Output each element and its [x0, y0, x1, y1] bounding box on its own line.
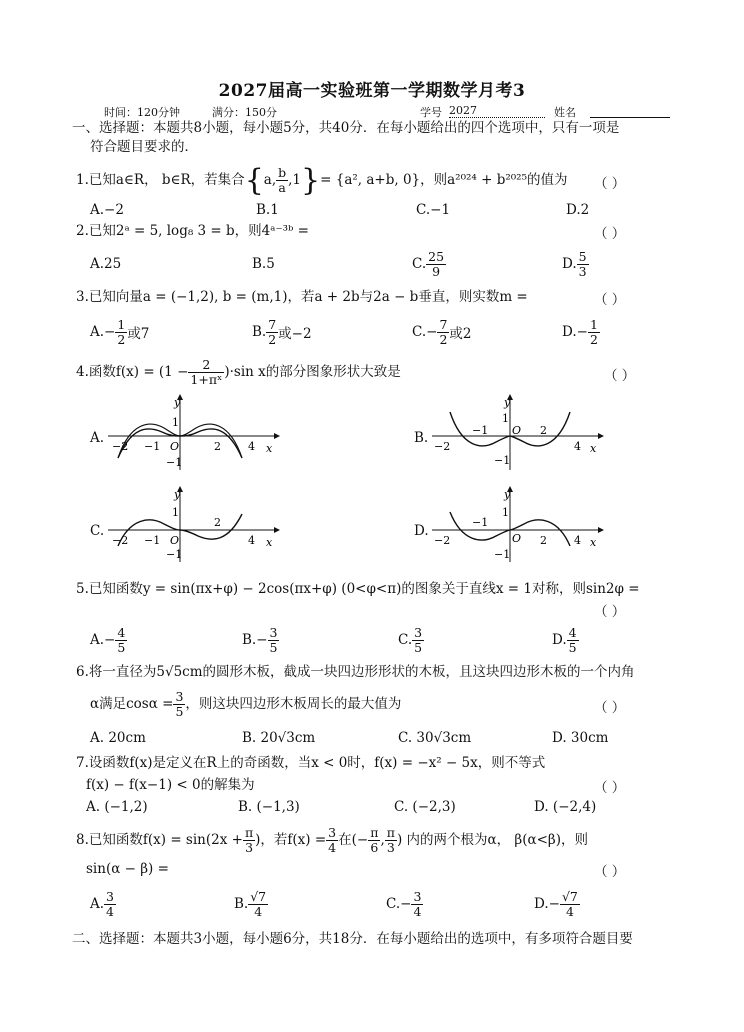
q3-d-frac: [588, 318, 600, 347]
q8-c-den: 4: [413, 903, 422, 919]
q3-b-pre: B.: [252, 324, 267, 340]
q5-option-a[interactable]: [90, 620, 127, 660]
q8-frac-34: [326, 826, 338, 855]
q7-option-b[interactable]: B. (−1,3): [238, 799, 300, 815]
q4b-tick-x-2: −2: [434, 440, 451, 453]
q8-comma: ,: [380, 831, 385, 848]
q4d-tick-yneg1: −1: [494, 548, 511, 561]
q2-d-frac: [577, 250, 589, 279]
q6-frac: [173, 690, 185, 719]
page-title: 2027届高一实验班第一学期数学月考3: [218, 81, 526, 101]
q5-d-frac: [567, 626, 579, 655]
q7-option-c[interactable]: C. (−2,3): [394, 799, 456, 815]
q4-answer-paren[interactable]: （ ）: [604, 368, 636, 384]
q4-pre: 4.函数f(x) = (1 −: [76, 363, 189, 380]
q8-answer-paren[interactable]: （ ）: [594, 864, 626, 880]
q3-b-frac: [266, 318, 278, 347]
q7-answer-paren[interactable]: （ ）: [594, 780, 626, 796]
q4c-axis-y: y: [174, 488, 181, 501]
question-7-cont: f(x) − f(x−1) < 0的解集为: [86, 777, 255, 793]
section1-heading-cont: 符合题目要求的．: [90, 139, 198, 155]
q5-b-pre: B.−: [242, 632, 268, 648]
q8-pi-den: 3: [245, 839, 254, 855]
q3-c-num: 7: [439, 316, 448, 332]
q8-d-den: 4: [565, 903, 574, 919]
q3-b-den: 2: [268, 331, 277, 347]
q4-option-a-label[interactable]: A.: [90, 430, 105, 446]
q4c-axis-x: x: [266, 536, 273, 549]
q4-graph-c[interactable]: [104, 484, 284, 564]
q8-b-frac: [248, 890, 268, 919]
brace-left: {: [244, 162, 264, 198]
q3-option-c[interactable]: [412, 312, 472, 352]
q4b-tick-y1: 1: [502, 412, 509, 425]
name-field[interactable]: [590, 117, 670, 118]
exam-time: 时间：120分钟: [104, 106, 180, 119]
q5-b-den: 5: [269, 639, 278, 655]
q8-pre: 8.已知函数f(x) = sin(2x +: [76, 831, 243, 848]
question-5: 5.已知函数y = sin(πx+φ) − 2cos(πx+φ) (0<φ<π)的图象关于直线x = 1对称，则sin2φ =: [76, 581, 640, 597]
q4d-tick-x4: 4: [574, 534, 581, 547]
q1-set-right: = {a², a+b, 0}: [320, 171, 421, 188]
q2-option-d[interactable]: [562, 244, 589, 284]
q2-c-den: 9: [432, 263, 441, 279]
q4-frac: [188, 358, 224, 387]
q5-option-b[interactable]: [242, 620, 279, 660]
q8-b-pre: B.: [234, 896, 249, 912]
q3-d-den: 2: [589, 331, 598, 347]
q3-option-a[interactable]: [90, 312, 149, 352]
q8-b-num: √7: [250, 888, 267, 904]
q4a-axis-y: y: [174, 396, 181, 409]
q8-mid2: 在(−: [338, 831, 369, 848]
section2-heading: 二、选择题：本题共3小题，每小题6分，共18分．在每小题给出的选项中，有多项符合题目要: [72, 931, 633, 947]
question-3: 3.已知向量a = (−1,2), b = (m,1)，若a + 2b与2a − b垂直，则实数m =: [76, 289, 528, 305]
q8-a-frac: [104, 890, 116, 919]
q8-r-den: 3: [386, 839, 395, 855]
q3-a-pre: A.−: [90, 324, 116, 340]
q4c-tick-y1: 1: [172, 506, 179, 519]
q4-option-b-label[interactable]: B.: [414, 430, 429, 446]
q5-b-frac: [268, 626, 280, 655]
q5-c-pre: C.: [398, 632, 413, 648]
q8-option-c[interactable]: [386, 882, 423, 926]
exam-score: 满分：150分: [212, 106, 277, 119]
q4d-axis-y: y: [504, 488, 511, 501]
q4-option-c-label[interactable]: C.: [90, 523, 105, 539]
q2-option-b[interactable]: B.5: [252, 256, 275, 272]
q3-a-frac: [115, 318, 127, 347]
question-7: 7.设函数f(x)是定义在R上的奇函数，当x < 0时，f(x) = −x² − 5x，则不等式: [76, 755, 546, 771]
q4b-axis-y: y: [504, 396, 511, 409]
q1-frac: [276, 166, 288, 195]
q4a-tick-y1: 1: [172, 416, 179, 429]
q4c-tick-x-1: −1: [144, 534, 161, 547]
q1-option-b[interactable]: B.1: [256, 202, 279, 218]
q1-set-rest: ,1: [288, 171, 302, 188]
q4b-tick-yneg1: −1: [494, 454, 511, 467]
q1-frac-den: a: [278, 179, 286, 195]
q5-a-num: 4: [117, 624, 126, 640]
q6-answer-paren[interactable]: （ ）: [594, 700, 626, 716]
q1-option-c[interactable]: C.−1: [416, 202, 451, 218]
q8-option-d[interactable]: [534, 882, 580, 926]
q5-option-c[interactable]: [398, 620, 424, 660]
q6-option-c[interactable]: C. 30√3cm: [398, 730, 472, 746]
q8-a-den: 4: [106, 903, 114, 919]
q8-v-den: 4: [328, 839, 337, 855]
q2-c-frac: [426, 250, 446, 279]
q4a-axis-x: x: [266, 442, 273, 455]
q4d-origin: O: [512, 532, 522, 545]
q2-option-a[interactable]: A.25: [90, 256, 122, 272]
question-8: [76, 820, 588, 860]
q4c-origin: O: [170, 534, 180, 547]
q4a-tick-x-1: −1: [144, 440, 161, 453]
q3-c-frac: [437, 318, 449, 347]
q6-post: ，则这块四边形木板周长的最大值为: [185, 695, 402, 712]
student-no-value: 2027: [449, 104, 477, 117]
q4b-origin: O: [512, 424, 522, 437]
question-4: [76, 352, 401, 392]
q3-a-post: 或7: [127, 326, 150, 342]
q5-b-num: 3: [269, 624, 278, 640]
q8-l-num: π: [370, 824, 379, 840]
q3-d-pre: D.−: [562, 324, 588, 340]
q6-pre: α满足cosα =: [90, 695, 174, 712]
q5-option-d[interactable]: [552, 620, 579, 660]
q4d-tick-x-1: −1: [472, 516, 489, 529]
q4-graph-d[interactable]: [428, 484, 608, 564]
q5-a-frac: [115, 626, 127, 655]
q4a-tick-x2: 2: [214, 440, 221, 453]
q4b-tick-x4: 4: [574, 440, 581, 453]
q8-r-num: π: [386, 824, 395, 840]
q6-frac-num: 3: [175, 688, 184, 704]
q5-c-num: 3: [414, 624, 423, 640]
q4a-tick-yneg1: −1: [166, 456, 183, 469]
q4-frac-num: 2: [188, 358, 224, 373]
q3-b-post: 或−2: [278, 326, 312, 342]
q4b-axis-x: x: [590, 442, 597, 455]
q5-c-den: 5: [414, 639, 423, 655]
q4-frac-den: 1+πˣ: [190, 371, 223, 387]
q4a-origin: O: [170, 440, 180, 453]
q5-d-num: 4: [568, 624, 577, 640]
q5-answer-paren[interactable]: （ ）: [594, 604, 626, 620]
q1-frac-num: b: [278, 164, 287, 180]
q2-d-num: 5: [578, 248, 587, 264]
q4c-tick-x2: 2: [214, 516, 221, 529]
section1-heading: 一、选择题：本题共8小题，每小题5分，共40分．在每小题给出的四个选项中，只有一项是: [72, 120, 620, 136]
q5-d-pre: D.: [552, 632, 567, 648]
q1-suffix: ，则a²⁰²⁴ + b²⁰²⁵的值为: [420, 171, 568, 188]
q7-option-d[interactable]: D. (−2,4): [534, 799, 597, 815]
q8-option-b[interactable]: [234, 882, 268, 926]
q3-c-den: 2: [439, 331, 448, 347]
q3-answer-paren[interactable]: （ ）: [594, 292, 626, 308]
q8-frac-pi3b: [385, 826, 397, 855]
q5-c-frac: [412, 626, 424, 655]
q4c-tick-x-2: −2: [112, 534, 129, 547]
q3-option-d[interactable]: [562, 312, 600, 352]
q4c-tick-yneg1: −1: [166, 548, 183, 561]
q2-c-label: C.: [412, 256, 427, 272]
q8-post: ) 内的两个根为α， β(α<β)，则: [396, 831, 588, 848]
student-no-field[interactable]: [449, 104, 545, 118]
q4d-axis-x: x: [590, 536, 597, 549]
question-6: 6.将一直径为5√5cm的圆形木板，截成一块四边形形状的木板，且这块四边形木板的一个内角: [76, 664, 635, 680]
q8-c-frac: [411, 890, 423, 919]
q7-option-a[interactable]: A. (−1,2): [86, 799, 148, 815]
q6-frac-den: 5: [175, 703, 184, 719]
q4d-tick-x-2: −2: [434, 534, 451, 547]
q1-prefix: 1.已知a∈R， b∈R，若集合: [76, 171, 245, 188]
q3-c-pre: C.−: [412, 324, 438, 340]
q5-d-den: 5: [568, 639, 577, 655]
question-6-cont: [90, 685, 401, 723]
q4b-tick-x2: 2: [540, 424, 547, 437]
q3-c-post: 或2: [449, 326, 472, 342]
q1-option-d[interactable]: D.2: [566, 202, 590, 218]
q2-option-c[interactable]: [412, 244, 446, 284]
q8-a-pre: A.: [90, 896, 105, 912]
q8-c-pre: C.−: [386, 896, 412, 912]
q4a-tick-x-2: −2: [112, 440, 129, 453]
q8-l-den: 6: [370, 839, 379, 855]
q4-option-d-label[interactable]: D.: [414, 523, 429, 539]
q2-answer-paren[interactable]: （ ）: [594, 226, 626, 242]
q8-c-num: 3: [413, 888, 422, 904]
q5-a-den: 5: [117, 639, 126, 655]
q2-d-den: 3: [578, 263, 587, 279]
question-1: [76, 162, 568, 198]
q2-d-label: D.: [562, 256, 577, 272]
q3-option-b[interactable]: [252, 312, 312, 352]
q8-a-num: 3: [106, 888, 114, 904]
student-no-label: 学号: [420, 106, 442, 119]
q1-answer-paren[interactable]: （ ）: [594, 176, 626, 192]
name-label: 姓名: [554, 106, 576, 119]
q3-d-num: 1: [589, 316, 598, 332]
q8-d-num: √7: [561, 888, 578, 904]
q5-a-pre: A.−: [90, 632, 116, 648]
q8-d-pre: D.−: [534, 896, 560, 912]
q8-b-den: 4: [254, 903, 263, 919]
q1-option-a[interactable]: A.−2: [90, 202, 124, 218]
q4c-tick-x4: 4: [248, 534, 255, 547]
q4d-tick-x2: 2: [540, 534, 547, 547]
brace-right: }: [301, 162, 321, 198]
q4-graph-b[interactable]: [428, 392, 608, 472]
q6-option-d[interactable]: D. 30cm: [552, 730, 609, 746]
q8-d-frac: [560, 890, 580, 919]
q6-option-a[interactable]: A. 20cm: [90, 730, 146, 746]
q1-set-a: a,: [263, 171, 277, 188]
q8-pi-num: π: [244, 824, 254, 840]
q6-option-b[interactable]: B. 20√3cm: [242, 730, 316, 746]
q3-a-num: 1: [117, 316, 126, 332]
q4b-tick-x-1: −1: [472, 424, 489, 437]
q4-graph-a[interactable]: [104, 392, 284, 472]
q8-option-a[interactable]: [90, 882, 116, 926]
q3-b-num: 7: [268, 316, 277, 332]
q3-a-den: 2: [117, 331, 126, 347]
q4a-tick-x4: 4: [248, 440, 255, 453]
q8-mid: )，若f(x) =: [255, 831, 327, 848]
question-8-cont: sin(α − β) =: [86, 861, 169, 877]
q2-c-num: 25: [428, 248, 445, 264]
question-2: 2.已知2ᵃ = 5, log₈ 3 = b，则4ᵃ⁻³ᵇ =: [76, 223, 309, 239]
q4-post: )·sin x的部分图象形状大致是: [224, 363, 401, 380]
q8-frac-pi6: [368, 826, 380, 855]
q4d-tick-y1: 1: [502, 506, 509, 519]
q8-frac-pi3: [243, 826, 255, 855]
q8-v-num: 3: [328, 824, 337, 840]
